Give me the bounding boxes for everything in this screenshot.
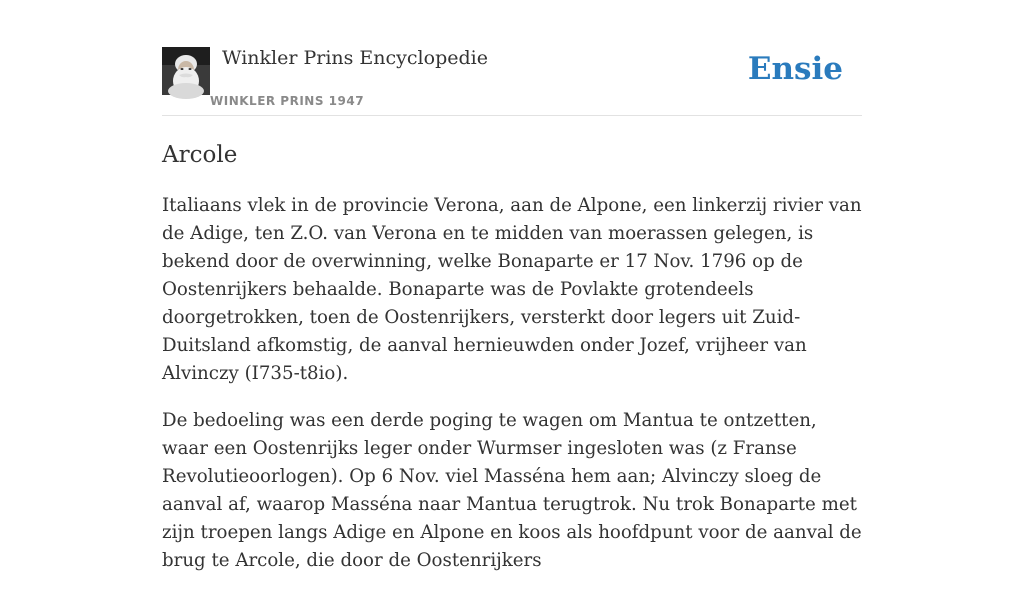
source-title[interactable]: Winkler Prins Encyclopedie: [222, 47, 488, 69]
source-subtitle[interactable]: WINKLER PRINS 1947: [210, 94, 365, 108]
article-paragraph: Italiaans vlek in de provincie Verona, aan de Alpone, een linkerzij rivier van de Adige, ten Z.O. van Verona en te midden van moerassen gelegen, is bekend door de overwinning, welke Bonaparte er 17 Nov. 1796 op de Oostenrijkers behaalde. Bonaparte was de Povlakte grotendeels doorgetrokken, toen de Oostenrijkers, versterkt door legers uit Zuid-Duitsland afkomstig, de aanval hernieuwden onder Jozef, vrijheer van Alvinczy (I735-t8io).: [162, 195, 862, 384]
source-header: [162, 0, 862, 116]
content-container: [162, 0, 862, 571]
brand-logo[interactable]: Ensie: [747, 51, 843, 87]
bearded-man-portrait-icon: [162, 47, 210, 95]
article-body: [162, 192, 862, 594]
article-paragraph: De bedoeling was een derde poging te wagen om Mantua te ontzetten, waar een Oostenrijks leger onder Wurmser ingesloten was (z Franse Revolutieoorlogen). Op 6 Nov. viel Masséna hem aan; Alvinczy sloeg de aanval af, waarop Masséna naar Mantua terugtrok. Nu trok Bonaparte met zijn troepen langs Adige en Alpone en koos als hoofdpunt voor de aanval de brug te Arcole, die door de Oostenrijkers: [162, 410, 862, 571]
avatar[interactable]: [162, 47, 210, 95]
article-title: Arcole: [162, 142, 238, 168]
